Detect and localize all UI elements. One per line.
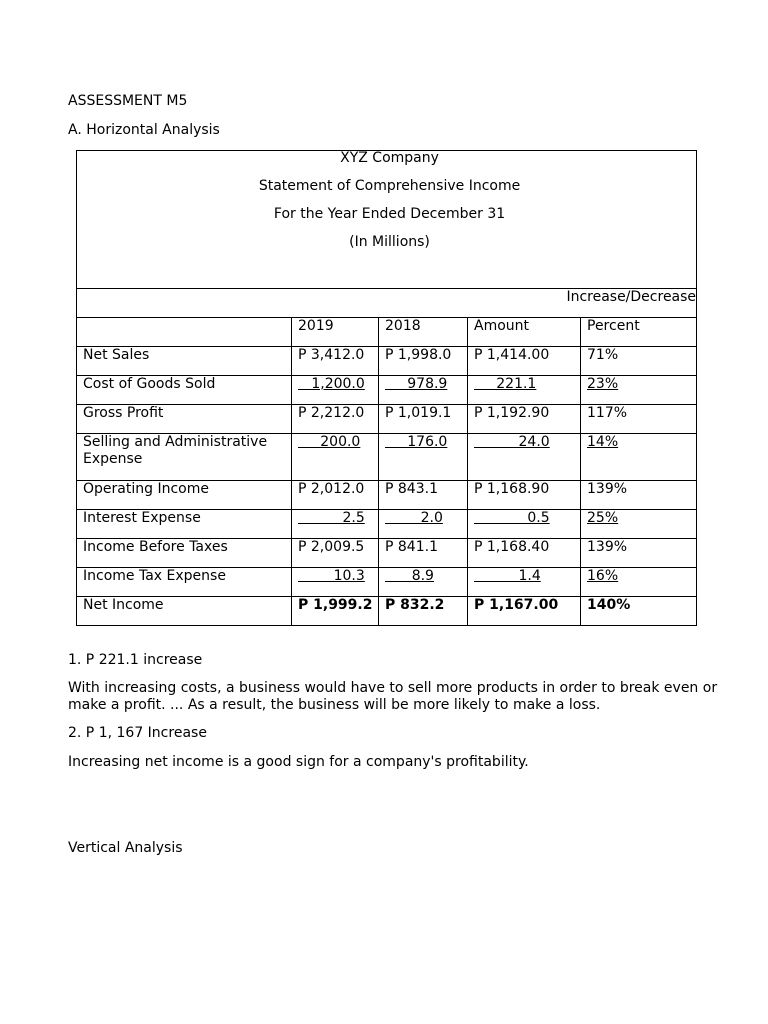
- row-label: Gross Profit: [77, 405, 292, 434]
- value-2019: P 2,212.0: [292, 405, 379, 434]
- statement-unit: (In Millions): [349, 234, 430, 250]
- table-row: [77, 510, 697, 539]
- row-label: Net Sales: [77, 347, 292, 376]
- change-percent: 140%: [581, 597, 697, 626]
- row-label: Income Before Taxes: [77, 539, 292, 568]
- value-2018: P 841.1: [379, 539, 468, 568]
- question-1: 1. P 221.1 increase: [68, 652, 203, 668]
- column-header: Percent: [581, 318, 697, 347]
- answer-1: With increasing costs, a business would have to sell more products in order to break even or make a profit. ... As a result, the business will be more likely to make a loss.: [68, 680, 718, 713]
- value-2019: 2.5: [298, 510, 365, 526]
- table-row: [77, 481, 697, 510]
- value-2019: P 1,999.2: [292, 597, 379, 626]
- value-2018: 2.0: [385, 510, 443, 526]
- value-2019: P 3,412.0: [292, 347, 379, 376]
- value-2018: 8.9: [385, 568, 434, 584]
- row-label: Cost of Goods Sold: [77, 376, 292, 405]
- row-label: Interest Expense: [77, 510, 292, 539]
- change-amount: 24.0: [474, 434, 550, 450]
- change-amount: 221.1: [474, 376, 537, 392]
- company-name: XYZ Company: [340, 150, 439, 166]
- change-percent: 23%: [587, 376, 619, 392]
- change-amount: P 1,192.90: [468, 405, 581, 434]
- answer-2: Increasing net income is a good sign for a company's profitability.: [68, 754, 529, 770]
- table-row: [77, 347, 697, 376]
- table-row: [77, 376, 697, 405]
- table-row: [77, 434, 697, 481]
- value-2019: 10.3: [298, 568, 365, 584]
- table-row: [77, 405, 697, 434]
- row-label: Selling and Administrative Expense: [77, 434, 292, 481]
- change-percent: 139%: [581, 481, 697, 510]
- table-row: [77, 539, 697, 568]
- question-2: 2. P 1, 167 Increase: [68, 725, 207, 741]
- row-label: Net Income: [77, 597, 292, 626]
- statement-header: [77, 151, 697, 289]
- value-2018: P 832.2: [379, 597, 468, 626]
- column-header: 2018: [379, 318, 468, 347]
- table-row: [77, 568, 697, 597]
- value-2018: P 1,998.0: [379, 347, 468, 376]
- section-heading-horizontal: A. Horizontal Analysis: [68, 122, 220, 138]
- blank-header-cell: [77, 318, 292, 347]
- change-amount: P 1,168.40: [468, 539, 581, 568]
- statement-period: For the Year Ended December 31: [273, 206, 506, 222]
- value-2019: 200.0: [298, 434, 361, 450]
- document-title: ASSESSMENT M5: [68, 93, 188, 109]
- table-row-total: [77, 597, 697, 626]
- statement-name: Statement of Comprehensive Income: [258, 178, 521, 194]
- change-percent: 139%: [581, 539, 697, 568]
- value-2018: 978.9: [385, 376, 448, 392]
- value-2018: P 843.1: [379, 481, 468, 510]
- value-2019: P 2,009.5: [292, 539, 379, 568]
- value-2019: P 2,012.0: [292, 481, 379, 510]
- change-header: Increase/Decrease: [77, 289, 697, 318]
- value-2018: P 1,019.1: [379, 405, 468, 434]
- column-header: Amount: [468, 318, 581, 347]
- change-amount: 0.5: [474, 510, 550, 526]
- change-percent: 117%: [581, 405, 697, 434]
- value-2018: 176.0: [385, 434, 448, 450]
- change-amount: P 1,167.00: [468, 597, 581, 626]
- change-percent: 25%: [587, 510, 619, 526]
- change-amount: P 1,168.90: [468, 481, 581, 510]
- row-label: Operating Income: [77, 481, 292, 510]
- column-header-row: [77, 318, 697, 347]
- change-amount: 1.4: [474, 568, 541, 584]
- change-amount: P 1,414.00: [468, 347, 581, 376]
- column-header: 2019: [292, 318, 379, 347]
- income-statement-table: [76, 150, 697, 626]
- row-label: Income Tax Expense: [77, 568, 292, 597]
- change-percent: 71%: [581, 347, 697, 376]
- change-percent: 16%: [587, 568, 619, 584]
- change-percent: 14%: [587, 434, 619, 450]
- section-heading-vertical: Vertical Analysis: [68, 840, 183, 856]
- value-2019: 1,200.0: [298, 376, 365, 392]
